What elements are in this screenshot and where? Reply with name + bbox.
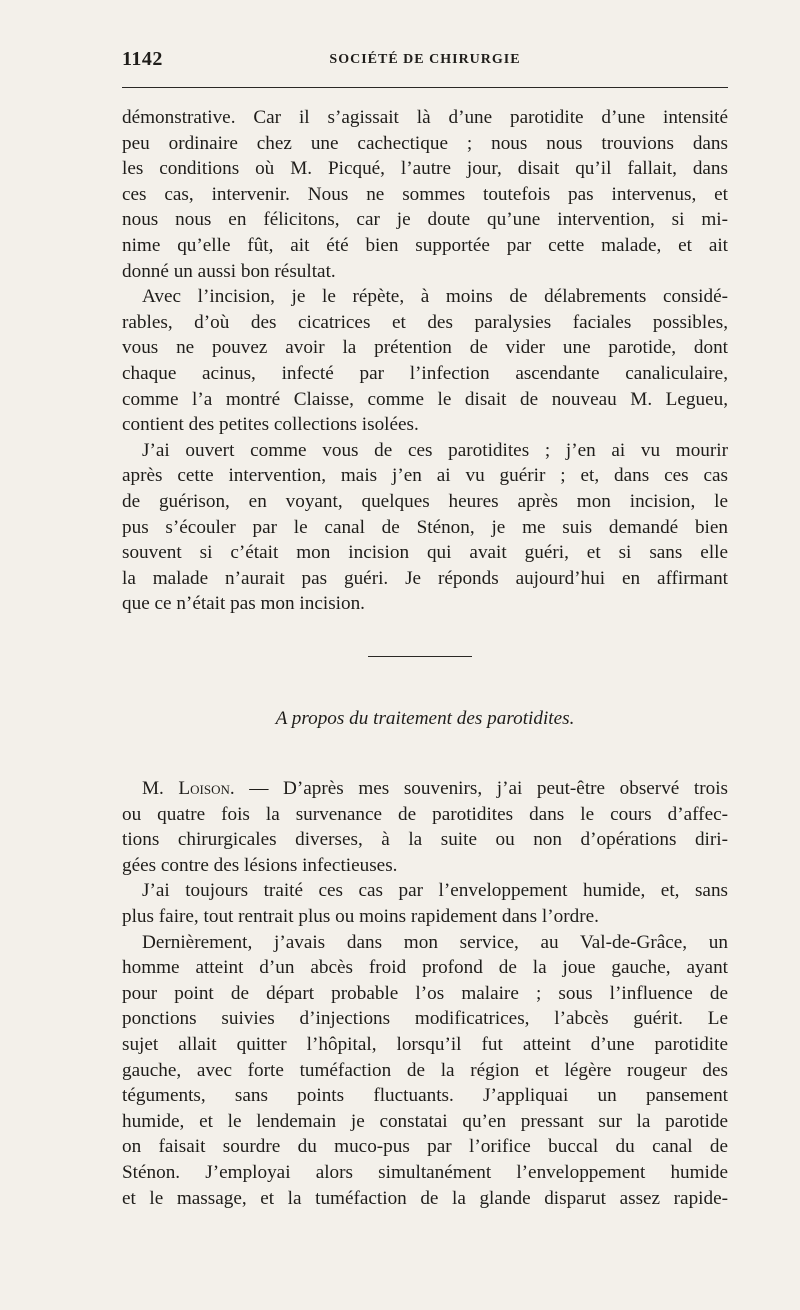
text-line: sujet allait quitter l’hôpital, lorsqu’il fut atteint d’une parotidite bbox=[122, 1033, 728, 1055]
text-line: plus faire, tout rentrait plus ou moins rapidement dans l’ordre. bbox=[122, 905, 599, 927]
text-line: vous ne pouvez avoir la prétention de vider une parotide, dont bbox=[122, 337, 728, 359]
text-line: démonstrative. Car il s’agissait là d’une parotidite d’une intensité bbox=[122, 107, 728, 128]
text-line: comme l’a montré Claisse, comme le disait de nouveau M. Legueu, bbox=[122, 388, 728, 410]
text-line: téguments, sans points fluctuants. J’appliquai un pansement bbox=[122, 1085, 728, 1107]
body-text-section-1 bbox=[122, 105, 728, 617]
running-title: SOCIÉTÉ DE CHIRURGIE bbox=[329, 52, 521, 67]
page-header bbox=[122, 48, 728, 76]
text-line: on faisait sourdre du muco-pus par l’orifice buccal du canal de bbox=[122, 1136, 728, 1158]
speaker-name: M. Loison. bbox=[142, 778, 235, 799]
text-line: donné un aussi bon résultat. bbox=[122, 260, 336, 282]
page-number: 1142 bbox=[122, 48, 163, 70]
text-line: nous nous en félicitons, car je doute qu’une intervention, si mi- bbox=[122, 209, 728, 231]
text-line: après cette intervention, mais j’en ai vu guérir ; et, dans ces cas bbox=[122, 465, 728, 487]
text-line: Sténon. J’employai alors simultanément l’enveloppement humide bbox=[122, 1161, 728, 1183]
text-line: gauche, avec forte tuméfaction de la région et légère rougeur des bbox=[122, 1059, 728, 1081]
text-line: J’ai ouvert comme vous de ces parotidites ; j’en ai vu mourir bbox=[142, 439, 728, 461]
text-line: humide, et le lendemain je constatai qu’en pressant sur la parotide bbox=[122, 1110, 728, 1132]
text-line: ponctions suivies d’injections modificatrices, l’abcès guérit. Le bbox=[122, 1008, 728, 1030]
text-line: J’ai toujours traité ces cas par l’enveloppement humide, et, sans bbox=[142, 880, 728, 902]
text-line: ou quatre fois la survenance de parotidites dans le cours d’affec- bbox=[122, 803, 728, 825]
text-line-first bbox=[122, 776, 728, 802]
text-line: tions chirurgicales diverses, à la suite ou non d’opérations diri- bbox=[122, 829, 728, 851]
text-line: que ce n’était pas mon incision. bbox=[122, 593, 365, 615]
header-rule bbox=[122, 87, 728, 88]
text-line: souvent si c’était mon incision qui avait guéri, et si sans elle bbox=[122, 542, 728, 564]
text-line: ces cas, intervenir. Nous ne sommes toutefois pas intervenus, et bbox=[122, 183, 728, 205]
text-line: Avec l’incision, je le répète, à moins de délabrements considé- bbox=[142, 286, 728, 308]
text-line: rables, d’où des cicatrices et des paralysies faciales possibles, bbox=[122, 311, 728, 333]
text-line: pus s’écouler par le canal de Sténon, je me suis demandé bien bbox=[122, 516, 728, 538]
section-title: A propos du traitement des parotidites. bbox=[275, 708, 575, 729]
text-line: homme atteint d’un abcès froid profond de la joue gauche, ayant bbox=[122, 957, 728, 979]
text-line: de guérison, en voyant, quelques heures après mon incision, le bbox=[122, 490, 728, 512]
body-text-section-2 bbox=[122, 776, 728, 1211]
speaker-text: — D’après mes souvenirs, j’ai peut-être observé trois bbox=[234, 778, 728, 799]
text-line: contient des petites collections isolées. bbox=[122, 414, 419, 436]
text-line: la malade n’aurait pas guéri. Je réponds aujourd’hui en affirmant bbox=[122, 567, 728, 589]
text-line: nime qu’elle fût, ait été bien supportée par cette malade, et ait bbox=[122, 234, 728, 256]
text-line: chaque acinus, infecté par l’infection ascendante canaliculaire, bbox=[122, 362, 728, 384]
text-line: Dernièrement, j’avais dans mon service, au Val-de-Grâce, un bbox=[142, 931, 728, 953]
text-line: et le massage, et la tuméfaction de la glande disparut assez rapide- bbox=[122, 1187, 728, 1209]
section-separator-rule bbox=[368, 656, 472, 657]
text-line: gées contre des lésions infectieuses. bbox=[122, 854, 398, 876]
text-line: pour point de départ probable l’os malaire ; sous l’influence de bbox=[122, 982, 728, 1004]
text-line: les conditions où M. Picqué, l’autre jour, disait qu’il fallait, dans bbox=[122, 158, 728, 180]
text-line: peu ordinaire chez une cachectique ; nous nous trouvions dans bbox=[122, 132, 728, 154]
